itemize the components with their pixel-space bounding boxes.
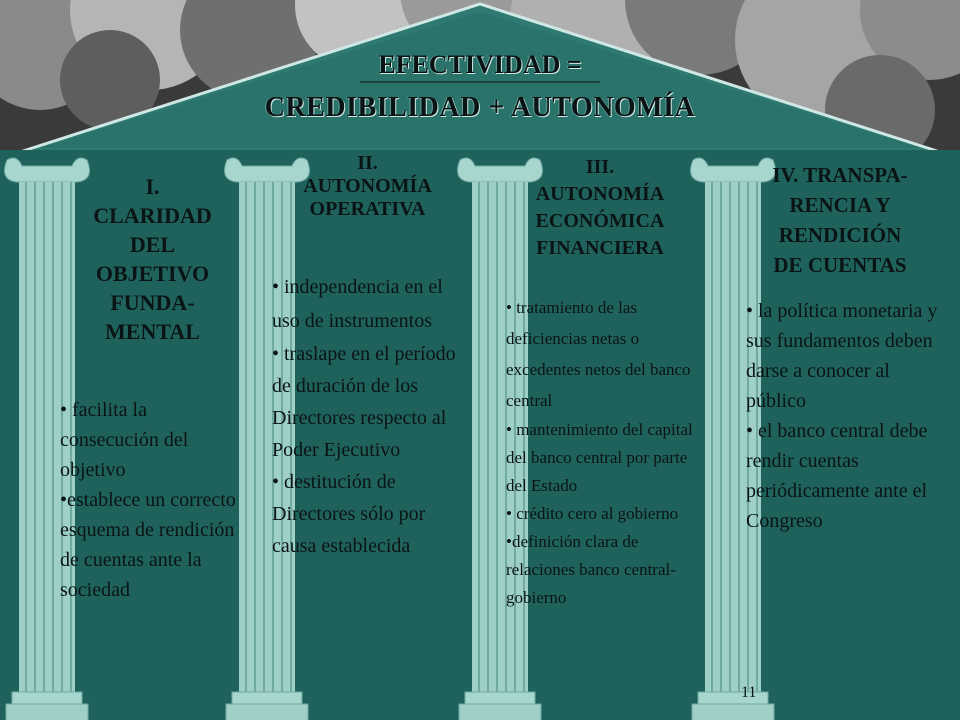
- bullet-item: • facilita la consecución del objetivo: [60, 399, 189, 481]
- column-4-bullets: [746, 296, 941, 536]
- column-3-heading-line: AUTONOMÍA: [535, 183, 665, 205]
- column-2-heading-line: AUTONOMÍA: [303, 175, 432, 197]
- bullet-item: • crédito cero al gobierno: [506, 504, 679, 523]
- column-4-heading-line: IV. TRANSPA-: [772, 163, 908, 187]
- column-4-heading: [740, 160, 940, 280]
- column-3-heading: [500, 154, 700, 262]
- column-1-heading: [60, 172, 245, 346]
- bullet-item: • el banco central debe rendir cuentas periódicamente ante el Congreso: [746, 420, 928, 532]
- column-2-bullets: [272, 270, 457, 562]
- column-4-heading-line: RENDICIÓN: [778, 223, 902, 247]
- bullet-item: • traslape en el período de duración de los Directores respecto al Poder Ejecutivo: [272, 343, 456, 461]
- column-2-heading-line: II.: [357, 152, 378, 174]
- title-line-1: EFECTIVIDAD =: [378, 50, 582, 79]
- column-1-heading-line: DEL: [129, 232, 176, 257]
- column-1-heading-line: CLARIDAD: [93, 203, 212, 228]
- column-4-heading-line: RENCIA Y: [789, 193, 891, 217]
- bullet-item: • independencia en el uso de instrumentos: [272, 276, 443, 332]
- column-3-heading-line: III.: [585, 156, 615, 178]
- column-1-heading-line: FUNDA-: [110, 290, 195, 315]
- temple-roof: [0, 0, 960, 160]
- column-2-heading-line: OPERATIVA: [309, 198, 426, 220]
- column-1-heading-line: MENTAL: [105, 319, 200, 344]
- column-3-bullets: [506, 292, 706, 612]
- column-4-heading-line: DE CUENTAS: [773, 253, 907, 277]
- column-1-bullets: [60, 395, 250, 605]
- title-line-2: CREDIBILIDAD + AUTONOMÍA: [264, 92, 696, 123]
- bullet-item: • tratamiento de las deficiencias netas o excedentes netos del banco central: [506, 298, 691, 410]
- bullet-item: •definición clara de relaciones banco central- gobierno: [506, 532, 676, 607]
- column-1-heading-line: I.: [145, 174, 160, 199]
- column-2-heading: [270, 152, 465, 221]
- column-3-heading-line: ECONÓMICA: [535, 210, 665, 232]
- bullet-item: • la política monetaria y sus fundamentos deben darse a conocer al público: [746, 300, 938, 412]
- column-1-heading-line: OBJETIVO: [95, 261, 210, 286]
- bullet-item: • destitución de Directores sólo por causa establecida: [272, 471, 426, 557]
- bullet-item: • mantenimiento del capital del banco central por parte del Estado: [506, 420, 693, 495]
- page-number: 11: [741, 684, 757, 701]
- bullet-item: •establece un correcto esquema de rendición de cuentas ante la sociedad: [60, 489, 236, 601]
- column-3-heading-line: FINANCIERA: [536, 237, 664, 259]
